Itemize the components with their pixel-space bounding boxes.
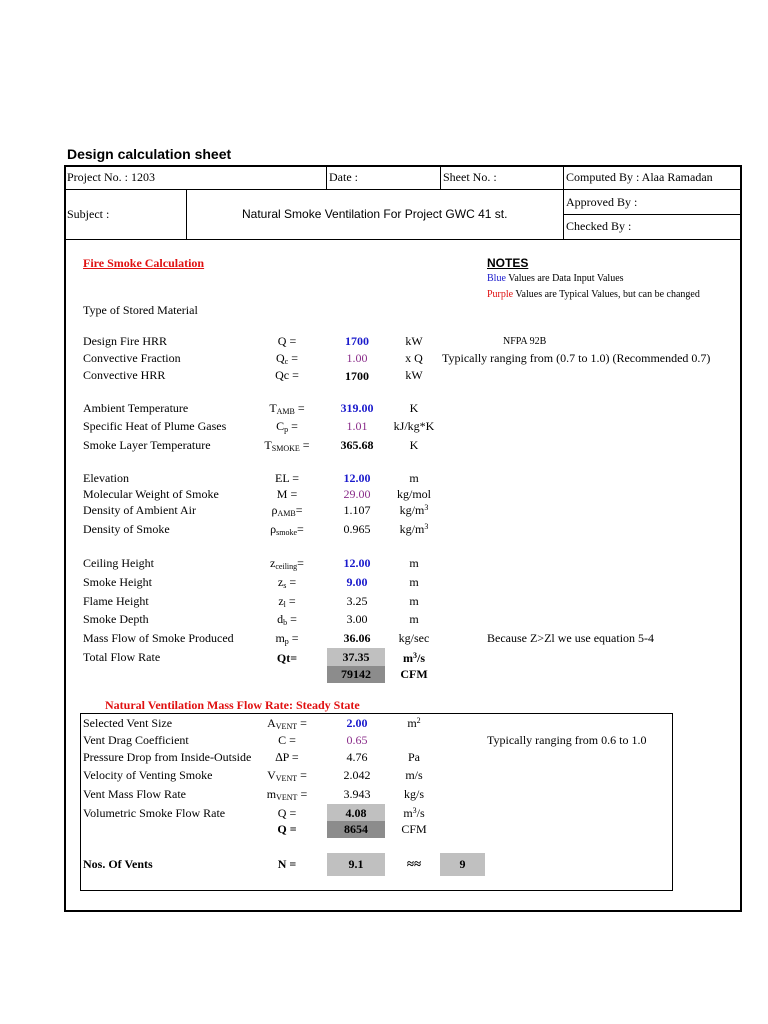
vent-size-value: 2.00 [346,716,368,730]
fire-hrr-note: NFPA 92B [503,336,547,347]
vol-value: 4.08 [345,806,367,820]
flame-label: Flame Height [83,594,149,608]
vent-size-symbol: $A_{VENT}$ = [267,716,307,731]
vel-unit: m/s [405,768,423,782]
ceiling-symbol: $z_{ceiling}=$ [270,556,304,571]
fire-smoke-title: Fire Smoke Calculation [83,256,205,270]
rho-smoke-value: 0.965 [343,522,371,536]
flame-symbol: $z_l$ = [278,594,296,609]
stored-material-label: Type of Stored Material [83,303,198,317]
total-unit: $m^3/s$ [402,651,425,665]
tsmoke-label: Smoke Layer Temperature [83,438,211,452]
conv-hrr-symbol: Qc = [275,368,299,382]
sheet-no-label: Sheet No. : [443,170,497,184]
ambient-label: Ambient Temperature [83,401,189,415]
natural-vent-title: Natural Ventilation Mass Flow Rate: Steady State [105,698,360,712]
notes-blue: Blue Values are Data Input Values [487,273,624,284]
total-label: Total Flow Rate [83,650,161,664]
fire-hrr-value: 1700 [345,334,369,348]
tsmoke-symbol: $T_{SMOKE}$ = [264,438,310,453]
rho-smoke-symbol: $\rho_{smoke}=$ [270,522,304,537]
ceiling-unit: m [409,556,419,570]
rho-amb-symbol: $\rho_{AMB}=$ [271,503,303,518]
elev-label: Elevation [83,471,129,485]
ambient-value: 319.00 [340,401,374,415]
depth-symbol: $d_b$ = [277,612,297,627]
depth-unit: m [409,612,419,626]
conv-frac-value: 1.00 [346,351,368,365]
mflow-label: Mass Flow of Smoke Produced [83,631,234,645]
conv-hrr-unit: kW [405,368,423,382]
smokeh-value: 9.00 [346,575,368,589]
cp-value: 1.01 [346,419,368,433]
vel-label: Velocity of Venting Smoke [83,768,213,782]
approved-by: Approved By : [566,195,638,209]
tsmoke-unit: K [409,438,419,452]
notes-purple: Purple Values are Typical Values, but can be changed [487,289,700,300]
subject-value: Natural Smoke Ventilation For Project GWC 41 st. [242,207,508,221]
ambient-unit: K [409,401,419,415]
conv-hrr-value: 1700 [345,369,369,383]
cp-symbol: $C_p$ = [276,419,298,434]
vol-symbol: Q = [277,806,297,820]
nos-symbol: N = [277,857,297,871]
rho-amb-unit: $kg/m^3$ [399,503,429,517]
fire-hrr-label: Design Fire HRR [83,334,167,348]
mflow-value: 36.06 [343,631,371,645]
smokeh-label: Smoke Height [83,575,152,589]
conv-frac-symbol: $Q_c$ = [275,351,298,366]
elev-symbol: EL = [275,471,299,485]
mflow-symbol: $m_p$ = [275,631,299,646]
ceiling-label: Ceiling Height [83,556,154,570]
rho-amb-value: 1.107 [343,503,371,517]
tsmoke-value: 365.68 [340,438,374,452]
rho-amb-label: Density of Ambient Air [83,503,196,517]
molw-symbol: M = [276,487,298,501]
conv-hrr-label: Convective HRR [83,368,166,382]
vent-size-unit: $m^2$ [407,716,421,730]
smokeh-symbol: $z_s$ = [277,575,297,590]
vent-mass-label: Vent Mass Flow Rate [83,787,186,801]
ambient-symbol: $T_{AMB}$ = [269,401,305,416]
vent-mass-symbol: $m_{VENT}$ = [266,787,308,802]
depth-value: 3.00 [346,612,368,626]
nos-label: Nos. Of Vents [83,857,153,871]
conv-frac-note: Typically ranging from (0.7 to 1.0) (Recommended 0.7) [442,351,711,365]
approx-symbol: ≈≈ [406,856,422,871]
vent-size-label: Selected Vent Size [83,716,173,730]
fire-hrr-symbol: Q = [277,334,297,348]
conv-frac-label: Convective Fraction [83,351,181,365]
vol-unit: $m^3/s$ [403,806,425,820]
total-value: 37.35 [342,650,370,664]
elev-value: 12.00 [343,471,371,485]
flame-value: 3.25 [346,594,368,608]
depth-label: Smoke Depth [83,612,149,626]
subject-label: Subject : [67,207,110,221]
vent-mass-value: 3.943 [343,787,371,801]
drag-symbol: C = [278,733,296,747]
total-symbol: Qt= [276,651,298,665]
elev-unit: m [409,471,419,485]
molw-unit: kg/mol [396,487,431,501]
notes-title: NOTES [487,256,529,270]
molw-value: 29.00 [343,487,371,501]
vol-cfm-symbol: Q = [277,822,297,836]
dp-symbol: ∆P = [275,750,299,764]
smokeh-unit: m [409,575,419,589]
cp-label: Specific Heat of Plume Gases [83,419,227,433]
vent-mass-unit: kg/s [403,787,424,801]
checked-by: Checked By : [566,219,632,233]
cp-unit: kJ/kg*K [393,419,435,433]
mflow-note: Because Z>Zl we use equation 5-4 [487,631,655,645]
vol-cfm-value: 8654 [344,822,368,836]
dp-unit: Pa [408,750,420,764]
sheet-title: Design calculation sheet [67,146,232,162]
mflow-unit: kg/sec [398,631,430,645]
drag-value: 0.65 [346,733,368,747]
rho-smoke-label: Density of Smoke [83,522,170,536]
date-label: Date : [329,170,358,184]
vel-value: 2.042 [343,768,371,782]
ceiling-value: 12.00 [343,556,371,570]
total-cfm-unit: CFM [400,667,428,681]
total-cfm-value: 79142 [341,667,371,681]
molw-label: Molecular Weight of Smoke [83,487,219,501]
project-no: Project No. : 1203 [67,170,155,184]
dp-value: 4.76 [346,750,368,764]
rho-smoke-unit: $kg/m^3$ [399,522,429,536]
computed-by: Computed By : Alaa Ramadan [566,170,713,184]
nos-rounded-value: 9 [459,857,466,871]
vel-symbol: $V_{VENT}$ = [267,768,307,783]
nos-value: 9.1 [348,857,364,871]
vol-cfm-unit: CFM [401,822,427,836]
drag-note: Typically ranging from 0.6 to 1.0 [487,733,647,747]
dp-label: Pressure Drop from Inside-Outside [83,750,252,764]
flame-unit: m [409,594,419,608]
fire-hrr-unit: kW [405,334,423,348]
vol-label: Volumetric Smoke Flow Rate [83,806,226,820]
conv-frac-unit: x Q [405,351,423,365]
drag-label: Vent Drag Coefficient [83,733,189,747]
